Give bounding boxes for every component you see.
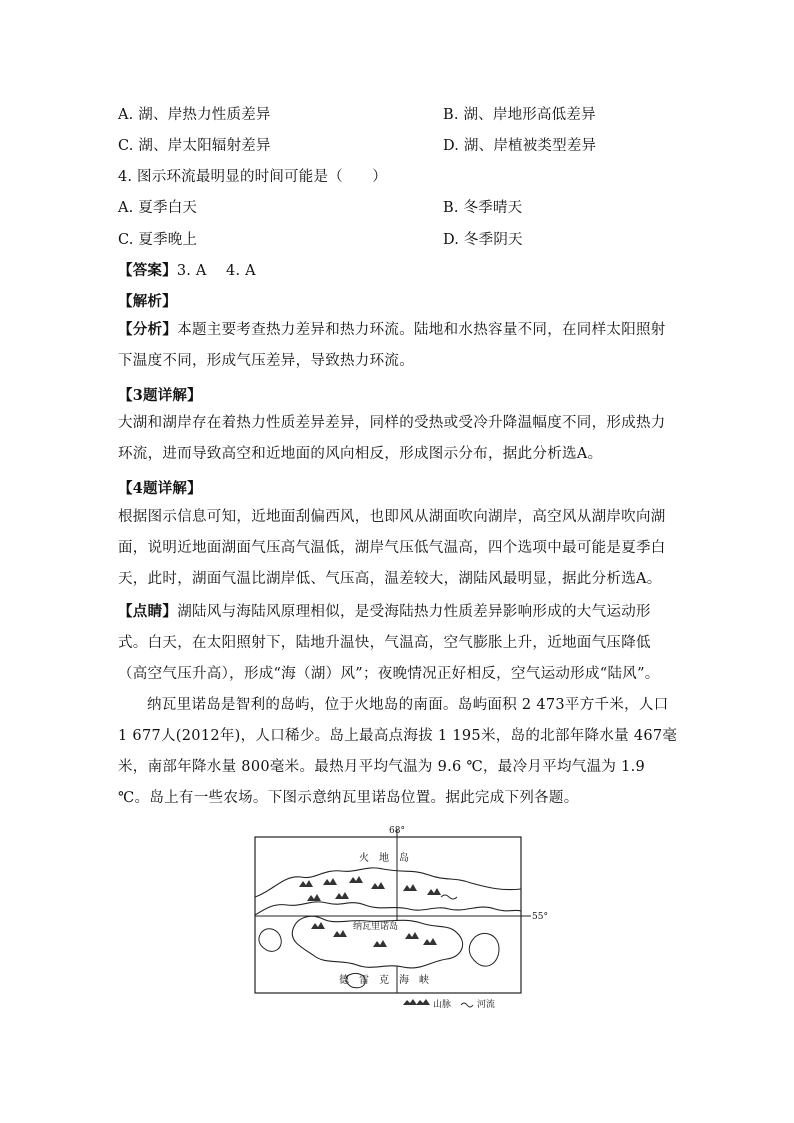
legend-river-label: 河流: [477, 1000, 496, 1010]
answer-text: 3. A 4. A: [176, 263, 256, 279]
navarino-map: [253, 825, 553, 1015]
fenxi-paragraph: [118, 314, 680, 377]
answer-label: 【答案】: [118, 262, 177, 279]
q3-option-c: C. 湖、岸太阳辐射差异: [118, 138, 271, 154]
lon-label: 68°: [389, 826, 405, 836]
legend-mountain-label: 山脉: [433, 1000, 452, 1010]
dianjing-text: 湖陆风与海陆风原理相似，是受海陆热力性质差异影响形成的大气运动形式。白天，在太阳照射下，陆地升温快，气温高，空气膨胀上升，近地面气压降低（高空气压升高），形成“海（湖）风”；夜晚情况正好相反，空气运动形成“陆风”。: [118, 604, 660, 682]
q4-stem: 4. 图示环流最明显的时间可能是（ ）: [118, 169, 387, 185]
legend-river-icon: [461, 1003, 473, 1007]
dianjing-paragraph: [118, 596, 680, 690]
detail3-heading: 【3题详解】: [118, 387, 202, 404]
q3-option-b: B. 湖、岸地形高低差异: [443, 107, 596, 123]
tierra-del-fuego-label: 火 地 岛: [359, 853, 409, 864]
q4-option-a: A. 夏季白天: [118, 200, 198, 216]
q3-option-d: D. 湖、岸植被类型差异: [443, 138, 597, 154]
drake-strait-label: 德 雷 克 海 峡: [339, 975, 429, 986]
detail4-text: 根据图示信息可知，近地面刮偏西风，也即风从湖面吹向湖岸，高空风从湖岸吹向湖面，说明近地面湖面气压高气温低，湖岸气压低气温高，四个选项中最可能是夏季白天，此时，湖面气温比湖岸低、气压高，温差较大，湖陆风最明显，据此分析选A。: [118, 509, 666, 587]
q4-option-b: B. 冬季晴天: [443, 200, 523, 216]
lat-label: 55°: [532, 912, 548, 922]
q4-option-c: C. 夏季晚上: [118, 232, 198, 248]
q4-option-d: D. 冬季阴天: [443, 232, 523, 248]
fenxi-label: 【分析】: [118, 321, 178, 338]
q3-option-a: A. 湖、岸热力性质差异: [118, 107, 271, 123]
detail3-text: 大湖和湖岸存在着热力性质差异差异，同样的受热或受冷升降温幅度不同，形成热力环流，进而导致高空和近地面的风向相反，形成图示分布，据此分析选A。: [118, 415, 666, 462]
analysis-heading: 【解析】: [118, 293, 177, 310]
map-legend: [403, 998, 495, 1010]
dianjing-label: 【点睛】: [118, 603, 178, 620]
legend-mountain-icon: [403, 999, 430, 1005]
navarino-label: 纳瓦里诺岛: [353, 922, 399, 932]
detail4-heading: 【4题详解】: [118, 480, 202, 497]
answer-line: [118, 259, 256, 280]
fenxi-text: 本题主要考查热力差异和热力环流。陆地和水热容量不同，在同样太阳照射下温度不同，形成气压差异，导致热力环流。: [118, 322, 666, 369]
passage-paragraph: 纳瓦里诺岛是智利的岛屿，位于火地岛的南面。岛屿面积 2 473平方千米，人口 1 677人(2012年)，人口稀少。岛上最高点海拔 1 195米，岛的北部年降水量 467毫米，南部年降水量 800毫米。最热月平均气温为 9.6 ℃，最冷月平均气温为 1.9 ℃。岛上有一些农场。下图示意纳瓦里诺岛位置。据此完成下列各题。: [118, 697, 678, 806]
